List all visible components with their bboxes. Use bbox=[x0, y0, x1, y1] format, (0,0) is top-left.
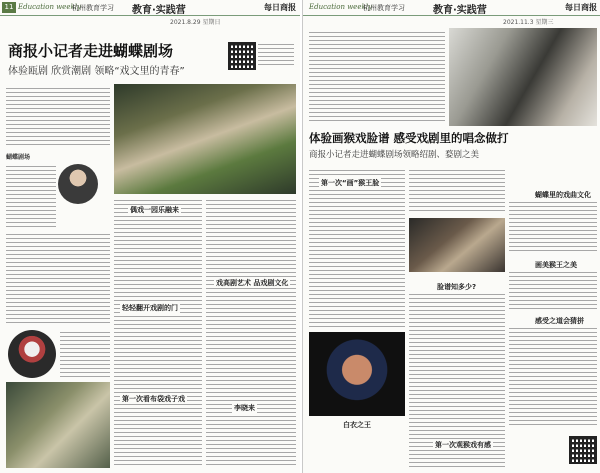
header-english-title: Education weekly bbox=[309, 3, 372, 11]
subhead-4: 第一次看布袋戏子戏 bbox=[122, 395, 185, 403]
middle-photo-mask bbox=[409, 218, 505, 272]
profile-label: 蝴蝶剧场 bbox=[6, 154, 31, 161]
qr-code bbox=[569, 436, 597, 464]
dateline: 2021.11.3 星期三 bbox=[503, 19, 554, 26]
header-english-title: Education weekly bbox=[18, 3, 81, 11]
brand-name: 每日商报 bbox=[264, 3, 296, 12]
intro-text-block bbox=[6, 86, 110, 146]
top-intro-text bbox=[309, 30, 445, 124]
right-newspaper-page bbox=[302, 0, 600, 473]
performer-caption: 白衣之王 bbox=[343, 421, 371, 429]
subheadline: 体验瓯剧 欣赏潮剧 领略“戏文里的青春” bbox=[8, 66, 185, 77]
column-2-text-top bbox=[409, 168, 505, 214]
portrait-circle-2 bbox=[8, 330, 56, 378]
subheadline: 商报小记者走进蝴蝶剧场领略绍剧、婺剧之美 bbox=[309, 150, 480, 160]
portrait-caption-text bbox=[60, 330, 110, 378]
left-column-text bbox=[6, 232, 110, 326]
subhead-3: 轻轻翻开戏剧的门 bbox=[122, 304, 178, 312]
column-3-text-mid bbox=[509, 270, 597, 310]
headline: 商报小记者走进蝴蝶剧场 bbox=[8, 42, 174, 60]
performer-photo bbox=[309, 332, 405, 416]
subhead-5: 感受之道会猜拼 bbox=[535, 317, 584, 325]
subhead-2: 戏高剧艺术 品戏剧文化 bbox=[216, 279, 289, 287]
headline: 体验画猴戏脸谱 感受戏剧里的唱念做打 bbox=[309, 131, 509, 145]
subhead-6: 第一次观猴戏有感 bbox=[435, 441, 491, 449]
header-chinese-title: 杭州教育学习 bbox=[363, 4, 405, 12]
bottom-left-photo bbox=[6, 382, 110, 468]
subhead-2: 蝴蝶里的戏曲文化 bbox=[535, 191, 591, 199]
column-3-text-top bbox=[509, 200, 597, 254]
page-number: 11 bbox=[2, 2, 16, 13]
top-photo-face-painting bbox=[449, 28, 597, 126]
column-1-text bbox=[309, 168, 405, 328]
portrait-circle-1 bbox=[58, 164, 98, 204]
middle-column-text bbox=[114, 198, 202, 468]
profile-text bbox=[6, 164, 56, 228]
left-page-header bbox=[0, 0, 300, 16]
dateline: 2021.8.29 星期日 bbox=[170, 19, 221, 26]
subhead-5: 李晓来 bbox=[234, 404, 255, 412]
section-title: 教育·实践营 bbox=[132, 5, 186, 16]
subhead-1: 第一次“画”猴王脸 bbox=[321, 179, 380, 187]
right-page-header bbox=[303, 0, 600, 16]
right-column-text bbox=[206, 198, 296, 468]
subhead-1: 偶戏一园乐融来 bbox=[130, 206, 179, 214]
main-photo-children bbox=[114, 84, 296, 194]
qr-code bbox=[228, 42, 256, 70]
brand-name: 每日商报 bbox=[565, 3, 597, 12]
qr-caption-text bbox=[258, 42, 294, 68]
column-3-text bbox=[509, 326, 597, 426]
header-chinese-title: 杭州教育学习 bbox=[72, 4, 114, 12]
subhead-3: 脸谱知多少? bbox=[437, 283, 477, 291]
section-title: 教育·实践营 bbox=[433, 5, 487, 16]
subhead-4: 画美猴王之美 bbox=[535, 261, 577, 269]
